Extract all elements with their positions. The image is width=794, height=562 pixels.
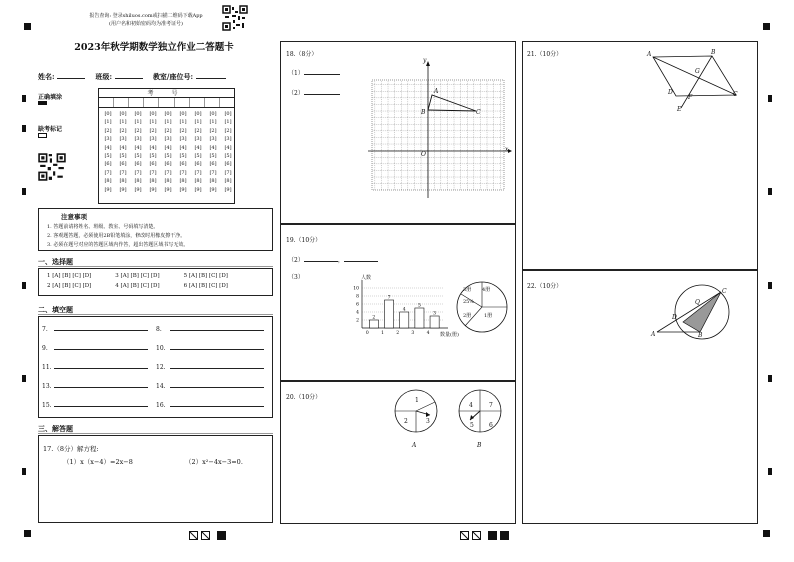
exam-digit-bubble[interactable]: [1] bbox=[209, 119, 217, 126]
exam-digit-bubble[interactable]: [1] bbox=[194, 119, 202, 126]
room-label: 教室/座位号: bbox=[152, 72, 194, 81]
exam-digit-bubble[interactable]: [0] bbox=[224, 111, 232, 117]
exam-digit-bubble[interactable]: [5] bbox=[149, 153, 157, 160]
exam-digit-bubble[interactable]: [8] bbox=[194, 178, 202, 185]
fill-item bbox=[42, 345, 148, 352]
exam-digit-bubble[interactable]: [4] bbox=[104, 144, 112, 151]
exam-digit-bubble[interactable]: [8] bbox=[104, 178, 112, 185]
choice-item[interactable]: 4 [A] [B] [C] [D] bbox=[115, 283, 160, 289]
spinner-b-number: 7 bbox=[489, 402, 493, 409]
notice-title: 注意事项 bbox=[61, 213, 87, 221]
exam-digit-bubble[interactable]: [0] bbox=[194, 111, 202, 117]
spinner-b-number: 5 bbox=[470, 422, 474, 429]
exam-digit-bubble[interactable]: [9] bbox=[209, 186, 217, 193]
class-label: 班级: bbox=[95, 72, 113, 81]
exam-number-header: 考 号 bbox=[99, 89, 234, 98]
fill-number: 12. bbox=[156, 364, 166, 371]
notice-item: 1. 答题前请将姓名、班级、教室、号码填写清楚。 bbox=[47, 224, 159, 230]
fill-number: 11. bbox=[42, 364, 52, 371]
q21-point: F bbox=[688, 94, 693, 101]
room-field[interactable] bbox=[196, 78, 226, 79]
q19-chart-xlabel: 数量(册) bbox=[440, 332, 459, 338]
q19-answer2a[interactable] bbox=[304, 261, 338, 262]
exam-number-column bbox=[206, 110, 220, 194]
exam-digit-bubble[interactable]: [9] bbox=[119, 186, 127, 193]
q18-point-c: C bbox=[476, 109, 481, 116]
absent-mark-box[interactable] bbox=[38, 133, 47, 138]
exam-digit-bubble[interactable]: [3] bbox=[134, 136, 142, 143]
q18-axis-x: x bbox=[505, 146, 509, 153]
exam-digit-bubble[interactable]: [0] bbox=[134, 111, 142, 117]
correct-fill-sample bbox=[38, 101, 47, 105]
exam-digit-bubble[interactable]: [3] bbox=[104, 136, 112, 143]
exam-number-column bbox=[131, 110, 145, 194]
exam-digit-bubble[interactable]: [7] bbox=[119, 169, 127, 176]
choice-section-title: 一、选择题 bbox=[38, 257, 73, 266]
exam-digit-bubble[interactable]: [9] bbox=[134, 186, 142, 193]
exam-digit-bubble[interactable]: [5] bbox=[104, 153, 112, 160]
exam-digit-bubble[interactable]: [1] bbox=[224, 119, 232, 126]
exam-digit-bubble[interactable]: [6] bbox=[134, 161, 142, 168]
notice-line: 报告查询: 登录shiluos.com或扫描二维码下载App bbox=[89, 13, 203, 19]
q19-answer2b[interactable] bbox=[344, 261, 378, 262]
choice-item[interactable]: 3 [A] [B] [C] [D] bbox=[115, 273, 160, 279]
exam-digit-bubble[interactable]: [9] bbox=[179, 186, 187, 193]
fill-item bbox=[42, 326, 148, 333]
q20-spinner-a bbox=[393, 388, 439, 434]
corner-mark-bl bbox=[24, 530, 31, 537]
fill-answer-line[interactable] bbox=[54, 406, 148, 407]
exam-digit-bubble[interactable]: [6] bbox=[149, 161, 157, 168]
exam-digit-bubble[interactable]: [2] bbox=[164, 127, 172, 134]
timing-mark bbox=[22, 468, 26, 475]
fill-item bbox=[156, 383, 264, 390]
choice-row bbox=[47, 273, 264, 279]
pie-label: 1册 bbox=[484, 313, 493, 319]
q17-part2: （2）x²−4x−3=0. bbox=[185, 458, 243, 466]
spinner-a-number: 1 bbox=[415, 397, 419, 404]
exam-digit-bubble[interactable]: [4] bbox=[224, 144, 232, 151]
exam-digit-bubble[interactable]: [9] bbox=[164, 186, 172, 193]
q18-origin: O bbox=[421, 151, 426, 158]
fill-number: 10. bbox=[156, 345, 166, 352]
exam-digit-bubble[interactable]: [4] bbox=[119, 144, 127, 151]
q19-chart-ylabel: 人数 bbox=[361, 275, 372, 281]
spinner-a-number: 3 bbox=[426, 418, 430, 425]
fill-number: 16. bbox=[156, 402, 166, 409]
fill-answer-line[interactable] bbox=[54, 387, 148, 388]
chart-bar bbox=[400, 312, 409, 328]
timing-mark bbox=[768, 95, 772, 102]
chart-y-tick-label: 8 bbox=[356, 294, 359, 300]
q22-title: 22.（10分） bbox=[527, 283, 563, 290]
chart-x-tick-label: 1 bbox=[381, 331, 384, 336]
q19-part3: （3） bbox=[288, 274, 304, 281]
name-field[interactable] bbox=[57, 78, 85, 79]
exam-digit-bubble[interactable]: [5] bbox=[224, 153, 232, 160]
chart-x-tick-label: 4 bbox=[426, 331, 430, 336]
timing-mark bbox=[22, 95, 26, 102]
exam-digit-bubble[interactable]: [8] bbox=[224, 178, 232, 185]
q20-title: 20.（10分） bbox=[286, 394, 322, 401]
fill-item bbox=[42, 402, 148, 409]
fill-answer-line[interactable] bbox=[54, 368, 148, 369]
exam-digit-bubble[interactable]: [2] bbox=[149, 127, 157, 134]
pie-label: 25% bbox=[463, 299, 475, 305]
exam-digit-bubble[interactable]: [2] bbox=[224, 127, 232, 134]
q18-point-b: B bbox=[421, 109, 426, 116]
exam-digit-bubble[interactable]: [6] bbox=[164, 161, 172, 168]
exam-digit-bubble[interactable]: [5] bbox=[134, 153, 142, 160]
exam-digit-bubble[interactable]: [0] bbox=[179, 111, 187, 117]
q18-part2 bbox=[288, 88, 340, 97]
exam-digit-bubble[interactable]: [6] bbox=[209, 161, 217, 168]
notice-item: 2. 客观题答题，必须使用2B铅笔填涂，修改时用橡皮擦干净。 bbox=[47, 233, 186, 239]
q19-bar-chart bbox=[345, 272, 457, 340]
exam-digit-bubble[interactable]: [1] bbox=[149, 119, 157, 126]
fill-number: 14. bbox=[156, 383, 166, 390]
chart-bar bbox=[385, 300, 394, 328]
fill-number: 9. bbox=[42, 345, 48, 352]
fill-answer-line[interactable] bbox=[54, 349, 148, 350]
page-marks-left bbox=[189, 531, 229, 542]
choice-item[interactable]: 6 [A] [B] [C] [D] bbox=[183, 283, 228, 289]
exam-digit-bubble[interactable]: [4] bbox=[164, 144, 172, 151]
exam-digit-bubble[interactable]: [5] bbox=[164, 153, 172, 160]
exam-digit-bubble[interactable]: [6] bbox=[104, 161, 112, 168]
correct-fill-label: 正确填涂 bbox=[38, 94, 63, 101]
q17-box bbox=[38, 435, 273, 523]
q18-part1-label: （1） bbox=[288, 70, 304, 77]
exam-digit-bubble[interactable]: [1] bbox=[104, 119, 112, 126]
report-notice bbox=[76, 12, 216, 28]
exam-digit-bubble[interactable]: [8] bbox=[179, 178, 187, 185]
q17-part1: （1）x（x−4）=2x−8 bbox=[63, 458, 133, 466]
exam-digit-bubble[interactable]: [6] bbox=[194, 161, 202, 168]
timing-mark bbox=[22, 125, 26, 132]
exam-digit-bubble[interactable]: [5] bbox=[209, 153, 217, 160]
exam-digit-bubble[interactable]: [5] bbox=[119, 153, 127, 160]
exam-digit-bubble[interactable]: [2] bbox=[134, 127, 142, 134]
fill-answer-line[interactable] bbox=[170, 349, 264, 350]
q18-point-a: A bbox=[434, 88, 439, 95]
exam-digit-bubble[interactable]: [8] bbox=[134, 178, 142, 185]
q21-point: G bbox=[695, 68, 700, 75]
exam-digit-bubble[interactable]: [6] bbox=[224, 161, 232, 168]
exam-digit-bubble[interactable]: [7] bbox=[149, 169, 157, 176]
chart-x-tick-label: 2 bbox=[396, 331, 400, 336]
fill-section-title: 二、填空题 bbox=[38, 305, 73, 314]
chart-y-tick-label: 2 bbox=[356, 318, 359, 324]
q22-point: A bbox=[651, 331, 656, 338]
q18-part2-label: （2） bbox=[288, 90, 304, 97]
fill-answer-line[interactable] bbox=[170, 330, 264, 331]
q18-answer2[interactable] bbox=[304, 94, 340, 95]
timing-mark bbox=[768, 282, 772, 289]
qr-code-top bbox=[222, 5, 248, 33]
exam-digit-bubble[interactable]: [2] bbox=[179, 127, 187, 134]
fill-item bbox=[42, 364, 148, 371]
timing-mark bbox=[22, 188, 26, 195]
exam-digit-bubble[interactable]: [6] bbox=[119, 161, 127, 168]
fill-item bbox=[156, 364, 264, 371]
exam-digit-bubble[interactable]: [0] bbox=[209, 111, 217, 117]
q18-title: 18.（8分） bbox=[286, 51, 318, 58]
choice-item[interactable]: 1 [A] [B] [C] [D] bbox=[47, 273, 92, 279]
chart-y-tick-label: 10 bbox=[353, 286, 359, 292]
exam-digit-bubble[interactable]: [3] bbox=[149, 136, 157, 143]
q20-spinner-b bbox=[457, 388, 503, 434]
timing-mark bbox=[768, 468, 772, 475]
notice-box bbox=[38, 208, 273, 251]
qr-code-student bbox=[38, 153, 66, 183]
exam-digit-bubble[interactable]: [6] bbox=[179, 161, 187, 168]
exam-digit-bubble[interactable]: [3] bbox=[224, 136, 232, 143]
q22-point: B bbox=[698, 332, 703, 339]
exam-digit-bubble[interactable]: [0] bbox=[104, 111, 112, 117]
q21-title: 21.（10分） bbox=[527, 51, 563, 58]
exam-number-write-row[interactable] bbox=[99, 98, 234, 108]
page-title: 2023年秋学期数学独立作业二答题卡 bbox=[74, 42, 234, 53]
chart-data-label: 7 bbox=[387, 295, 391, 301]
chart-bar bbox=[369, 320, 378, 328]
exam-digit-bubble[interactable]: [9] bbox=[224, 186, 232, 193]
chart-data-label: 5 bbox=[417, 303, 421, 309]
exam-digit-bubble[interactable]: [9] bbox=[104, 186, 112, 193]
q21-point: A bbox=[647, 51, 652, 58]
fill-answer-line[interactable] bbox=[170, 368, 264, 369]
page-marks-right bbox=[460, 531, 512, 542]
spinner-b-number: 6 bbox=[489, 422, 493, 429]
fill-item bbox=[156, 402, 264, 409]
timing-mark bbox=[22, 282, 26, 289]
exam-digit-bubble[interactable]: [5] bbox=[179, 153, 187, 160]
exam-digit-bubble[interactable]: [3] bbox=[164, 136, 172, 143]
q21-point: C bbox=[733, 91, 738, 98]
exam-digit-bubble[interactable]: [1] bbox=[134, 119, 142, 126]
exam-digit-bubble[interactable]: [4] bbox=[134, 144, 142, 151]
chart-data-label: 3 bbox=[433, 311, 437, 317]
fill-answer-line[interactable] bbox=[170, 387, 264, 388]
q17-title: 17.（8分）解方程: bbox=[43, 445, 99, 453]
exam-digit-bubble[interactable]: [1] bbox=[179, 119, 187, 126]
exam-digit-bubble[interactable]: [7] bbox=[179, 169, 187, 176]
q19-part2-label: （2） bbox=[288, 257, 304, 264]
chart-y-tick-label: 4 bbox=[356, 310, 359, 316]
q21-point: D bbox=[668, 89, 673, 96]
fill-number: 13. bbox=[42, 383, 52, 390]
exam-digit-bubble[interactable]: [3] bbox=[119, 136, 127, 143]
chart-data-label: 2 bbox=[372, 315, 376, 321]
fill-number: 15. bbox=[42, 402, 52, 409]
exam-number-column bbox=[161, 110, 175, 194]
exam-number-column bbox=[176, 110, 190, 194]
fill-number: 8. bbox=[156, 326, 162, 333]
exam-digit-bubble[interactable]: [4] bbox=[179, 144, 187, 151]
fill-answer-line[interactable] bbox=[170, 406, 264, 407]
chart-y-tick-label: 6 bbox=[356, 302, 359, 308]
exam-digit-bubble[interactable]: [7] bbox=[134, 169, 142, 176]
spinner-a-label: A bbox=[412, 442, 417, 449]
exam-digit-bubble[interactable]: [8] bbox=[164, 178, 172, 185]
exam-digit-bubble[interactable]: [7] bbox=[209, 169, 217, 176]
exam-digit-bubble[interactable]: [0] bbox=[119, 111, 127, 117]
exam-digit-bubble[interactable]: [4] bbox=[149, 144, 157, 151]
q18-answer1[interactable] bbox=[304, 74, 340, 75]
exam-digit-bubble[interactable]: [9] bbox=[149, 186, 157, 193]
chart-bar bbox=[415, 308, 424, 328]
exam-digit-bubble[interactable]: [5] bbox=[194, 153, 202, 160]
q22-point: D bbox=[672, 314, 677, 321]
fill-item bbox=[156, 326, 264, 333]
exam-digit-bubble[interactable]: [1] bbox=[164, 119, 172, 126]
corner-mark-br bbox=[763, 530, 770, 537]
pie-label: 3册 bbox=[463, 287, 472, 293]
chart-x-tick-label: 0 bbox=[365, 331, 369, 336]
student-info bbox=[38, 72, 226, 82]
exam-number-column bbox=[191, 110, 205, 194]
choice-item[interactable]: 2 [A] [B] [C] [D] bbox=[47, 283, 92, 289]
exam-digit-bubble[interactable]: [0] bbox=[164, 111, 172, 117]
exam-digit-bubble[interactable]: [3] bbox=[209, 136, 217, 143]
exam-digit-bubble[interactable]: [9] bbox=[194, 186, 202, 193]
q18-coordinate-grid bbox=[368, 58, 514, 200]
timing-mark bbox=[22, 375, 26, 382]
q21-point: B bbox=[711, 49, 716, 56]
notice-line: (用户名和初始密码均为准考证号) bbox=[109, 21, 183, 27]
pie-label: 4册 bbox=[482, 287, 491, 293]
exam-number-column bbox=[101, 110, 115, 194]
q19-part2 bbox=[288, 255, 378, 264]
exam-number-column bbox=[146, 110, 160, 194]
exam-digit-bubble[interactable]: [7] bbox=[104, 169, 112, 176]
exam-digit-bubble[interactable]: [4] bbox=[194, 144, 202, 151]
exam-digit-bubble[interactable]: [4] bbox=[209, 144, 217, 151]
q19-comma: ， bbox=[337, 257, 344, 264]
corner-mark-tr bbox=[763, 23, 770, 30]
fill-item bbox=[42, 383, 148, 390]
exam-digit-bubble[interactable]: [7] bbox=[194, 169, 202, 176]
exam-digit-bubble[interactable]: [2] bbox=[209, 127, 217, 134]
q21-geometry-figure bbox=[648, 50, 744, 114]
exam-digit-bubble[interactable]: [2] bbox=[104, 127, 112, 134]
chart-bar bbox=[430, 316, 439, 328]
exam-number-bubbles[interactable] bbox=[99, 108, 234, 202]
exam-digit-bubble[interactable]: [7] bbox=[224, 169, 232, 176]
notice-item: 3. 必须在题号对应的答题区域内作答，超出答题区域书写无效。 bbox=[47, 242, 189, 248]
timing-mark bbox=[768, 188, 772, 195]
spinner-b-label: B bbox=[477, 442, 482, 449]
q21-point: E bbox=[677, 106, 682, 113]
exam-digit-bubble[interactable]: [7] bbox=[164, 169, 172, 176]
q18-part1 bbox=[288, 68, 340, 77]
exam-digit-bubble[interactable]: [8] bbox=[149, 178, 157, 185]
class-field[interactable] bbox=[115, 78, 143, 79]
q22-point: C bbox=[722, 288, 727, 295]
corner-mark-tl bbox=[24, 23, 31, 30]
exam-digit-bubble[interactable]: [0] bbox=[149, 111, 157, 117]
q22-point: Q bbox=[695, 299, 700, 306]
exam-number-column bbox=[221, 110, 235, 194]
exam-digit-bubble[interactable]: [1] bbox=[119, 119, 127, 126]
spinner-b-number: 4 bbox=[469, 402, 473, 409]
q18-axis-y: y bbox=[423, 57, 427, 64]
chart-x-tick-label: 3 bbox=[411, 331, 415, 336]
choice-item[interactable]: 5 [A] [B] [C] [D] bbox=[183, 273, 228, 279]
exam-digit-bubble[interactable]: [2] bbox=[119, 127, 127, 134]
solve-section-title: 三、解答题 bbox=[38, 424, 73, 433]
exam-number-box bbox=[98, 88, 235, 204]
q19-title: 19.（10分） bbox=[286, 237, 322, 244]
absent-mark-label: 缺考标记 bbox=[38, 126, 63, 133]
exam-digit-bubble[interactable]: [2] bbox=[194, 127, 202, 134]
exam-digit-bubble[interactable]: [8] bbox=[119, 178, 127, 185]
exam-digit-bubble[interactable]: [3] bbox=[179, 136, 187, 143]
exam-digit-bubble[interactable]: [8] bbox=[209, 178, 217, 185]
choice-row bbox=[47, 283, 264, 289]
exam-number-column bbox=[116, 110, 130, 194]
exam-digit-bubble[interactable]: [3] bbox=[194, 136, 202, 143]
choice-box bbox=[38, 268, 273, 296]
timing-mark bbox=[768, 375, 772, 382]
spinner-a-number: 2 bbox=[404, 418, 408, 425]
fill-item bbox=[156, 345, 264, 352]
fill-number: 7. bbox=[42, 326, 48, 333]
chart-data-label: 4 bbox=[402, 307, 406, 313]
pie-label: 2册 bbox=[463, 313, 472, 319]
name-label: 姓名: bbox=[38, 72, 55, 81]
fill-answer-line[interactable] bbox=[54, 330, 148, 331]
